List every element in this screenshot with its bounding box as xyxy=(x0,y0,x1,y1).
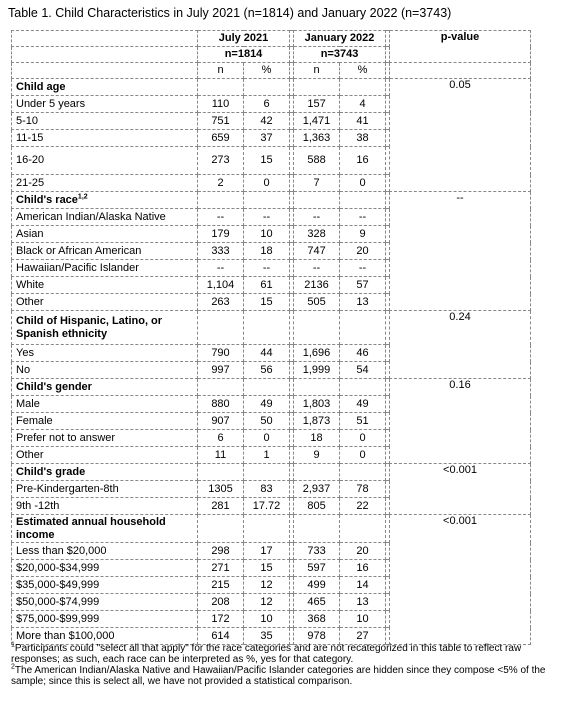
gap-cell xyxy=(386,226,390,243)
gap-cell xyxy=(386,260,390,277)
gap-cell xyxy=(386,175,390,192)
july-n-cell: -- xyxy=(198,260,244,277)
section-row xyxy=(12,515,531,543)
jan-n-cell: 157 xyxy=(294,96,340,113)
july-pct-cell: 15 xyxy=(244,560,290,577)
july-pct-cell: 12 xyxy=(244,577,290,594)
row-label: $35,000-$49,999 xyxy=(12,577,198,594)
row-label: White xyxy=(12,277,198,294)
row-label: No xyxy=(12,362,198,379)
section-label-text: Child's gender xyxy=(16,380,92,393)
jan-pct-cell: 13 xyxy=(340,594,386,611)
jan-n-cell: 1,999 xyxy=(294,362,340,379)
jan-n-cell: 597 xyxy=(294,560,340,577)
empty-cell xyxy=(244,379,290,396)
jan-pct-cell: -- xyxy=(340,260,386,277)
july-n-cell: 907 xyxy=(198,413,244,430)
footnotes xyxy=(11,643,556,687)
section-label-text: Child of Hispanic, Latino, or Spanish ethnicity xyxy=(16,314,163,340)
jan-n-cell: 7 xyxy=(294,175,340,192)
jan-n-cell: 1,471 xyxy=(294,113,340,130)
empty-cell xyxy=(198,79,244,96)
july-n-cell: 751 xyxy=(198,113,244,130)
section-label-text: Child's race xyxy=(16,193,78,206)
jan-pct-cell: 0 xyxy=(340,447,386,464)
gap-cell xyxy=(386,481,390,498)
jan-pct-cell: 9 xyxy=(340,226,386,243)
pvalue-cell xyxy=(390,79,531,192)
empty-cell xyxy=(340,379,386,396)
july-n-cell: 172 xyxy=(198,611,244,628)
pvalue-cell xyxy=(390,515,531,645)
empty-cell xyxy=(340,79,386,96)
footnote-1 xyxy=(11,643,556,665)
header-pct-jan: % xyxy=(340,63,386,79)
row-label: Female xyxy=(12,413,198,430)
gap-cell xyxy=(386,543,390,560)
jan-pct-cell: 46 xyxy=(340,345,386,362)
jan-n-cell: 499 xyxy=(294,577,340,594)
jan-n-cell: -- xyxy=(294,260,340,277)
footnote-1-marker: 1 xyxy=(11,641,15,649)
header-row-period xyxy=(12,31,531,47)
july-pct-cell: 0 xyxy=(244,175,290,192)
header-row-units xyxy=(12,63,531,79)
gap-cell xyxy=(386,243,390,260)
july-n-cell: -- xyxy=(198,209,244,226)
empty-cell xyxy=(244,464,290,481)
empty-cell xyxy=(198,515,244,543)
july-pct-cell: 61 xyxy=(244,277,290,294)
july-pct-cell: 18 xyxy=(244,243,290,260)
section-row xyxy=(12,79,531,96)
section-row xyxy=(12,311,531,345)
row-label: Black or African American xyxy=(12,243,198,260)
gap-cell xyxy=(386,130,390,147)
jan-n-cell: 1,873 xyxy=(294,413,340,430)
july-pct-cell: 10 xyxy=(244,226,290,243)
empty-cell xyxy=(340,192,386,209)
july-pct-cell: 17 xyxy=(244,543,290,560)
header-blank xyxy=(390,63,531,79)
jan-pct-cell: 16 xyxy=(340,560,386,577)
jan-pct-cell: 27 xyxy=(340,628,386,645)
july-pct-cell: 12 xyxy=(244,594,290,611)
empty-cell xyxy=(244,192,290,209)
row-label: American Indian/Alaska Native xyxy=(12,209,198,226)
july-pct-cell: 49 xyxy=(244,396,290,413)
gap-cell xyxy=(386,560,390,577)
empty-cell xyxy=(198,192,244,209)
header-july: July 2021 xyxy=(198,31,290,47)
jan-n-cell: 588 xyxy=(294,147,340,175)
footnote-2-marker: 2 xyxy=(11,663,15,671)
jan-pct-cell: 20 xyxy=(340,243,386,260)
empty-cell xyxy=(198,311,244,345)
july-n-cell: 273 xyxy=(198,147,244,175)
section-row xyxy=(12,192,531,209)
july-pct-cell: 6 xyxy=(244,96,290,113)
row-label: 5-10 xyxy=(12,113,198,130)
july-n-cell: 263 xyxy=(198,294,244,311)
characteristics-table xyxy=(11,30,531,645)
row-label: Less than $20,000 xyxy=(12,543,198,560)
july-pct-cell: 0 xyxy=(244,430,290,447)
july-pct-cell: 1 xyxy=(244,447,290,464)
header-n-july: n xyxy=(198,63,244,79)
header-gap xyxy=(386,47,390,63)
row-label: Under 5 years xyxy=(12,96,198,113)
jan-n-cell: 18 xyxy=(294,430,340,447)
section-label xyxy=(12,515,198,543)
gap-cell xyxy=(386,447,390,464)
header-blank xyxy=(12,47,198,63)
gap-cell xyxy=(386,413,390,430)
section-row xyxy=(12,464,531,481)
section-row xyxy=(12,379,531,396)
pvalue-text: 0.05 xyxy=(449,79,471,91)
gap-cell xyxy=(386,113,390,130)
pvalue-cell xyxy=(390,464,531,515)
july-pct-cell: 37 xyxy=(244,130,290,147)
empty-cell xyxy=(340,311,386,345)
section-label xyxy=(12,311,198,345)
jan-n-cell: 2136 xyxy=(294,277,340,294)
header-n-jan: n xyxy=(294,63,340,79)
july-n-cell: 659 xyxy=(198,130,244,147)
july-n-cell: 110 xyxy=(198,96,244,113)
header-pvalue: p-value xyxy=(390,31,531,63)
jan-n-cell: -- xyxy=(294,209,340,226)
section-label-superscript: 1,2 xyxy=(77,192,88,200)
empty-cell xyxy=(294,515,340,543)
gap-cell xyxy=(386,294,390,311)
july-pct-cell: 56 xyxy=(244,362,290,379)
july-pct-cell: -- xyxy=(244,209,290,226)
jan-pct-cell: 0 xyxy=(340,430,386,447)
row-label: Yes xyxy=(12,345,198,362)
pvalue-text: 0.24 xyxy=(449,311,471,323)
gap-cell xyxy=(386,611,390,628)
jan-pct-cell: 4 xyxy=(340,96,386,113)
row-label: Asian xyxy=(12,226,198,243)
july-n-cell: 333 xyxy=(198,243,244,260)
july-n-cell: 298 xyxy=(198,543,244,560)
jan-n-cell: 1,803 xyxy=(294,396,340,413)
header-blank xyxy=(12,31,198,47)
header-jan: January 2022 xyxy=(294,31,386,47)
gap-cell xyxy=(386,577,390,594)
jan-pct-cell: 13 xyxy=(340,294,386,311)
july-n-cell: 6 xyxy=(198,430,244,447)
gap-cell xyxy=(386,209,390,226)
jan-n-cell: 1,363 xyxy=(294,130,340,147)
row-label: Male xyxy=(12,396,198,413)
empty-cell xyxy=(294,192,340,209)
july-pct-cell: 42 xyxy=(244,113,290,130)
section-label-text: Child's grade xyxy=(16,465,86,478)
section-label xyxy=(12,192,198,209)
row-label: $75,000-$99,999 xyxy=(12,611,198,628)
empty-cell xyxy=(340,515,386,543)
july-pct-cell: 50 xyxy=(244,413,290,430)
july-n-cell: 179 xyxy=(198,226,244,243)
gap-cell xyxy=(386,594,390,611)
row-label: Other xyxy=(12,294,198,311)
pvalue-text: 0.16 xyxy=(449,379,471,391)
july-n-cell: 271 xyxy=(198,560,244,577)
pvalue-cell xyxy=(390,192,531,311)
jan-n-cell: 505 xyxy=(294,294,340,311)
gap-cell xyxy=(386,362,390,379)
section-label-text: Estimated annual household income xyxy=(16,515,166,541)
gap-cell xyxy=(386,430,390,447)
header-jan-n: n=3743 xyxy=(294,47,386,63)
july-n-cell: 11 xyxy=(198,447,244,464)
gap-cell xyxy=(386,628,390,645)
row-label: Pre-Kindergarten-8th xyxy=(12,481,198,498)
july-pct-cell: 83 xyxy=(244,481,290,498)
july-n-cell: 614 xyxy=(198,628,244,645)
july-pct-cell: 15 xyxy=(244,147,290,175)
row-label: $20,000-$34,999 xyxy=(12,560,198,577)
jan-pct-cell: 0 xyxy=(340,175,386,192)
jan-n-cell: 733 xyxy=(294,543,340,560)
july-pct-cell: 17.72 xyxy=(244,498,290,515)
jan-n-cell: 747 xyxy=(294,243,340,260)
jan-pct-cell: 16 xyxy=(340,147,386,175)
july-n-cell: 1305 xyxy=(198,481,244,498)
table-title: Table 1. Child Characteristics in July 2021 (n=1814) and January 2022 (n=3743) xyxy=(8,6,452,20)
pvalue-text: <0.001 xyxy=(443,515,477,527)
row-label: Prefer not to answer xyxy=(12,430,198,447)
july-pct-cell: 10 xyxy=(244,611,290,628)
jan-n-cell: 978 xyxy=(294,628,340,645)
pvalue-cell xyxy=(390,379,531,464)
jan-pct-cell: 38 xyxy=(340,130,386,147)
jan-pct-cell: 57 xyxy=(340,277,386,294)
section-label xyxy=(12,79,198,96)
jan-n-cell: 368 xyxy=(294,611,340,628)
header-july-n: n=1814 xyxy=(198,47,290,63)
jan-n-cell: 2,937 xyxy=(294,481,340,498)
row-label: 21-25 xyxy=(12,175,198,192)
july-n-cell: 997 xyxy=(198,362,244,379)
empty-cell xyxy=(198,464,244,481)
july-pct-cell: 35 xyxy=(244,628,290,645)
jan-pct-cell: 14 xyxy=(340,577,386,594)
july-n-cell: 208 xyxy=(198,594,244,611)
empty-cell xyxy=(294,79,340,96)
jan-pct-cell: 51 xyxy=(340,413,386,430)
gap-cell xyxy=(386,277,390,294)
gap-cell xyxy=(386,96,390,113)
empty-cell xyxy=(294,311,340,345)
july-n-cell: 281 xyxy=(198,498,244,515)
gap-cell xyxy=(386,498,390,515)
gap-cell xyxy=(386,147,390,175)
empty-cell xyxy=(198,379,244,396)
section-label xyxy=(12,464,198,481)
jan-n-cell: 465 xyxy=(294,594,340,611)
section-label-text: Child age xyxy=(16,80,66,93)
row-label: $50,000-$74,999 xyxy=(12,594,198,611)
pvalue-text: <0.001 xyxy=(443,464,477,476)
header-pct-july: % xyxy=(244,63,290,79)
july-pct-cell: -- xyxy=(244,260,290,277)
jan-pct-cell: 22 xyxy=(340,498,386,515)
jan-pct-cell: 49 xyxy=(340,396,386,413)
empty-cell xyxy=(244,79,290,96)
july-n-cell: 790 xyxy=(198,345,244,362)
jan-pct-cell: 54 xyxy=(340,362,386,379)
jan-pct-cell: 10 xyxy=(340,611,386,628)
row-label: Other xyxy=(12,447,198,464)
jan-pct-cell: 78 xyxy=(340,481,386,498)
row-label: 11-15 xyxy=(12,130,198,147)
jan-pct-cell: 20 xyxy=(340,543,386,560)
jan-pct-cell: 41 xyxy=(340,113,386,130)
jan-n-cell: 805 xyxy=(294,498,340,515)
empty-cell xyxy=(244,311,290,345)
jan-n-cell: 9 xyxy=(294,447,340,464)
footnote-2-text: The American Indian/Alaska Native and Hawaiian/Pacific Islander categories are hidden since they compose <5% of the sample; since this is select all, we have not provided a statistical comparison. xyxy=(11,665,546,687)
section-label xyxy=(12,379,198,396)
empty-cell xyxy=(294,464,340,481)
gap-cell xyxy=(386,345,390,362)
jan-n-cell: 328 xyxy=(294,226,340,243)
pvalue-text: -- xyxy=(456,192,464,204)
gap-cell xyxy=(386,396,390,413)
july-pct-cell: 15 xyxy=(244,294,290,311)
row-label: 9th -12th xyxy=(12,498,198,515)
footnote-2 xyxy=(11,665,556,687)
empty-cell xyxy=(244,515,290,543)
footnote-1-text: Participants could "select all that apply" for the race categories and are not recategorized in this table to reflect raw responses; as such, each race can be interpreted as %, yes for that category. xyxy=(11,643,522,665)
row-label: More than $100,000 xyxy=(12,628,198,645)
row-label: 16-20 xyxy=(12,147,198,175)
pvalue-cell xyxy=(390,311,531,379)
july-n-cell: 215 xyxy=(198,577,244,594)
july-pct-cell: 44 xyxy=(244,345,290,362)
jan-n-cell: 1,696 xyxy=(294,345,340,362)
empty-cell xyxy=(340,464,386,481)
row-label: Hawaiian/Pacific Islander xyxy=(12,260,198,277)
jan-pct-cell: -- xyxy=(340,209,386,226)
july-n-cell: 2 xyxy=(198,175,244,192)
empty-cell xyxy=(294,379,340,396)
july-n-cell: 880 xyxy=(198,396,244,413)
july-n-cell: 1,104 xyxy=(198,277,244,294)
header-blank xyxy=(12,63,198,79)
